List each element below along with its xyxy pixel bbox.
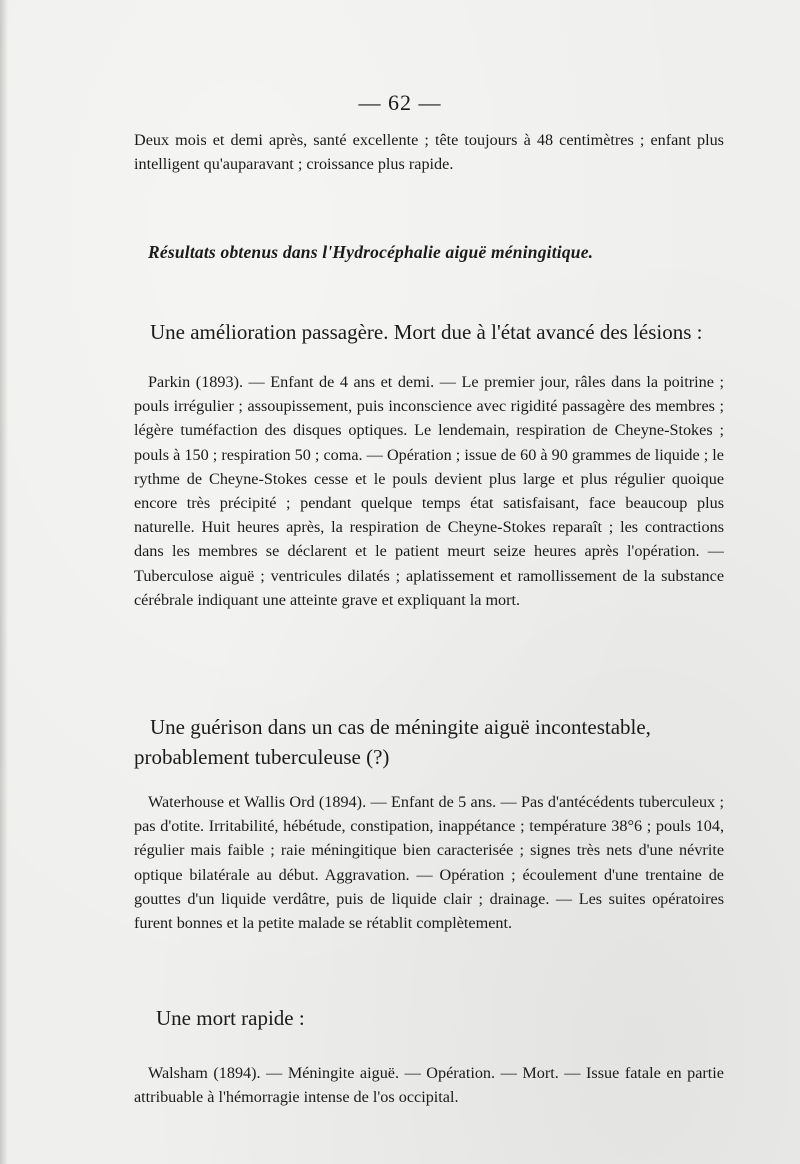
page-number: — 62 — [358, 90, 442, 115]
section-paragraph-waterhouse: Waterhouse et Wallis Ord (1894). — Enfant de 5 ans. — Pas d'antécédents tuberculeux ; pas d'otite. Irritabilité, hébétude, constipation, inappétance ; température 38°6 ; pouls 104, régulier mais faible ; raie méningitique bien caracterisée ; signes très nets d'une névrite optique bilatérale au début. Aggravation. — Opération ; écoulement d'une trentaine de gouttes d'un liquide verdâtre, puis de liquide clair ; drainage. — Les suites opératoires furent bonnes et la petite malade se rétablit complètement. [134, 793, 724, 933]
section-heading-improvement: Une amélioration passagère. Mort due à l'état avancé des lésions : [150, 320, 703, 344]
section-heading-cure: Une guérison dans un cas de méningite aiguë incontestable, probablement tuberculeuse (?) [134, 715, 651, 769]
intro-paragraph: Deux mois et demi après, santé excellente ; tête toujours à 48 centimètres ; enfant plus intelligent qu'auparavant ; croissance plus rapide. [134, 131, 724, 174]
section-paragraph-walsham: Walsham (1894). — Méningite aiguë. — Opération. — Mort. — Issue fatale en partie attribuable à l'hémorragie intense de l'os occipital. [134, 1064, 724, 1107]
section-heading-rapid-death: Une mort rapide : [156, 1006, 305, 1030]
main-heading: Résultats obtenus dans l'Hydrocéphalie aiguë méningitique. [148, 242, 594, 262]
page-shadow-edge [0, 0, 8, 1164]
section-paragraph-parkin: Parkin (1893). — Enfant de 4 ans et demi. — Le premier jour, râles dans la poitrine ; pouls irrégulier ; assoupissement, puis inconscience avec rigidité passagère des membres ; légère tuméfaction des disques optiques. Le lendemain, respiration de Cheyne-Stokes ; pouls à 150 ; respiration 50 ; coma. — Opération ; issue de 60 à 90 grammes de liquide ; le rythme de Cheyne-Stokes cesse et le pouls devient plus large et plus régulier quoique encore très précipité ; pendant quelque temps état satisfaisant, face beaucoup plus naturelle. Huit heures après, la respiration de Cheyne-Stokes reparaît ; les contractions dans les membres se déclarent et le patient meurt seize heures après l'opération. — Tuberculose aiguë ; ventricules dilatés ; aplatissement et ramollissement de la substance cérébrale indiquant une atteinte grave et expliquant la mort. [134, 373, 724, 609]
